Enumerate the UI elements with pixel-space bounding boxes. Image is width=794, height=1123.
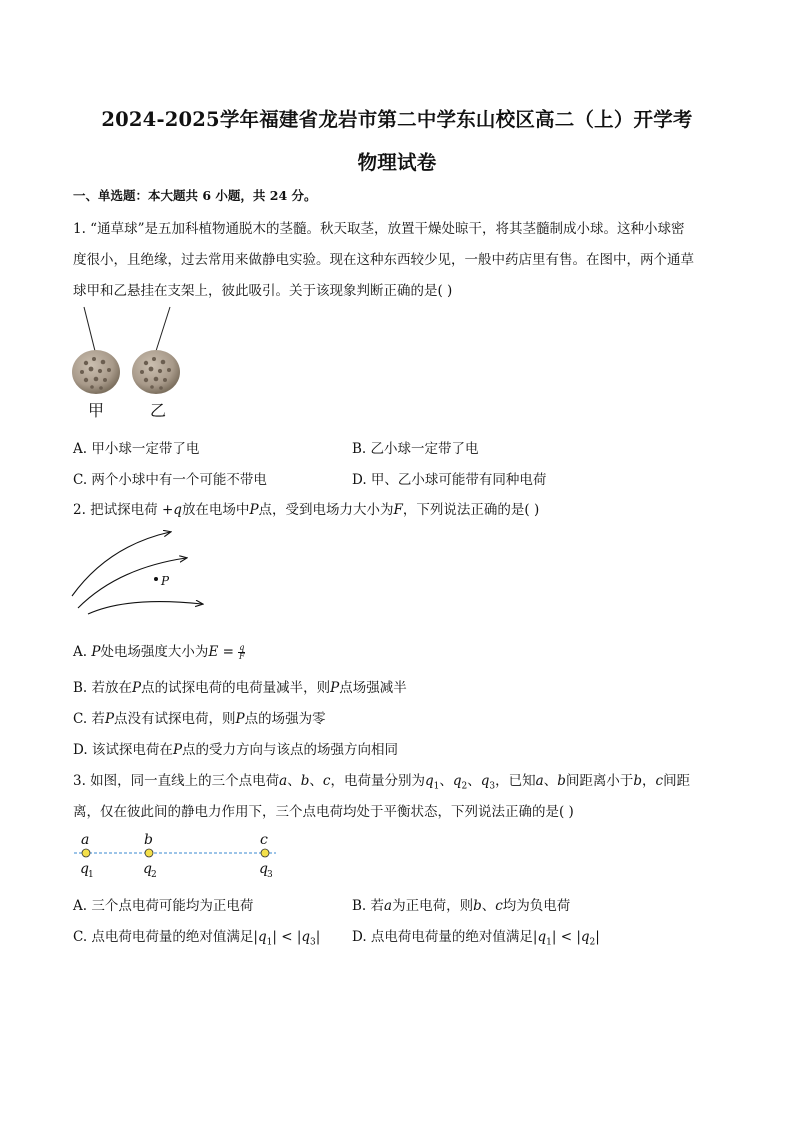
charge-a-dot — [82, 849, 90, 857]
q2-figure-field-lines — [68, 528, 208, 622]
label-yi: 乙 — [150, 401, 167, 420]
label-jia: 甲 — [88, 401, 105, 420]
q1-option-c[interactable]: C. 两个小球中有一个可能不带电 — [73, 472, 267, 488]
ball-yi — [132, 350, 180, 394]
section-header: 一、单选题：本大题共 6 小题，共 24 分。 — [73, 188, 317, 203]
q1-option-a[interactable]: A. 甲小球一定带了电 — [73, 441, 200, 457]
point-p — [154, 577, 158, 581]
charge-q3-sub: 3 — [267, 870, 273, 880]
q3-option-d[interactable]: D. 点电荷电荷量的绝对值满足$|q_1| < |q_2|$ — [352, 929, 600, 948]
field-line-middle — [78, 558, 186, 608]
charge-c-dot — [261, 849, 269, 857]
q1-option-b[interactable]: B. 乙小球一定带了电 — [352, 441, 479, 457]
q2-option-d[interactable]: D. 该试探电荷在P点的受力方向与该点的场强方向相同 — [73, 742, 399, 758]
fraction-q-over-f: $\frac{q}{F}$ — [238, 643, 245, 661]
charge-q1-label: q — [80, 861, 89, 877]
q3-text-line1: 3. 如图，同一直线上的三个点电荷a、b、c，电荷量分别为$q_1$、$q_2$、$q_3$，已知a、b间距离小于b，c间距 — [73, 773, 691, 792]
q1-option-d[interactable]: D. 甲、乙小球可能带有同种电荷 — [352, 472, 547, 488]
q3-option-b[interactable]: B. 若a为正电荷，则b、c均为负电荷 — [352, 898, 571, 914]
charge-q3-label: q — [259, 861, 268, 877]
q3-option-c[interactable]: C. 点电荷电荷量的绝对值满足$|q_1| < |q_3|$ — [73, 929, 321, 948]
q2-text: 2. 把试探电荷 +q放在电场中P点，受到电场力大小为F，下列说法正确的是( ) — [73, 502, 540, 518]
q1-figure-pith-balls — [68, 305, 188, 423]
page-title: 2024-2025学年福建省龙岩市第二中学东山校区高二（上）开学考 — [101, 108, 693, 131]
charge-q1-sub: 1 — [88, 870, 94, 880]
charge-c-label: c — [260, 832, 268, 848]
field-line-bottom — [88, 602, 202, 614]
charge-q2-label: q — [143, 861, 152, 877]
q3-text-line2: 离，仅在彼此间的静电力作用下，三个点电荷均处于平衡状态，下列说法正确的是( ) — [73, 804, 574, 820]
q2-option-c[interactable]: C. 若P点没有试探电荷，则P点的场强为零 — [73, 711, 326, 727]
charge-a-label: a — [81, 832, 90, 848]
charge-b-label: b — [144, 832, 153, 848]
q3-figure-charges — [70, 828, 280, 884]
charge-b-dot — [145, 849, 153, 857]
string-jia — [84, 307, 95, 351]
q1-text-line2: 度很小，且绝缘，过去常用来做静电实验。现在这种东西较少见，一般中药店里有售。在图中，两个通草 — [73, 252, 694, 268]
page-subtitle: 物理试卷 — [357, 151, 437, 174]
ball-jia — [72, 350, 120, 394]
point-p-label: P — [161, 574, 170, 588]
q2-option-b[interactable]: B. 若放在P点的试探电荷的电荷量减半，则P点场强减半 — [73, 680, 407, 696]
q2-option-a[interactable]: A. P处电场强度大小为E = $\frac{q}{F}$ — [73, 643, 245, 661]
q1-text-line1: 1. “通草球”是五加科植物通脱木的茎髓。秋天取茎，放置干燥处晾干，将其茎髓制成小球。这种小球密 — [73, 221, 685, 237]
q1-text-line3: 球甲和乙悬挂在支架上，彼此吸引。关于该现象判断正确的是( ) — [73, 283, 453, 299]
q3-option-a[interactable]: A. 三个点电荷可能均为正电荷 — [73, 898, 254, 914]
string-yi — [156, 307, 170, 351]
charge-q2-sub: 2 — [151, 870, 157, 880]
